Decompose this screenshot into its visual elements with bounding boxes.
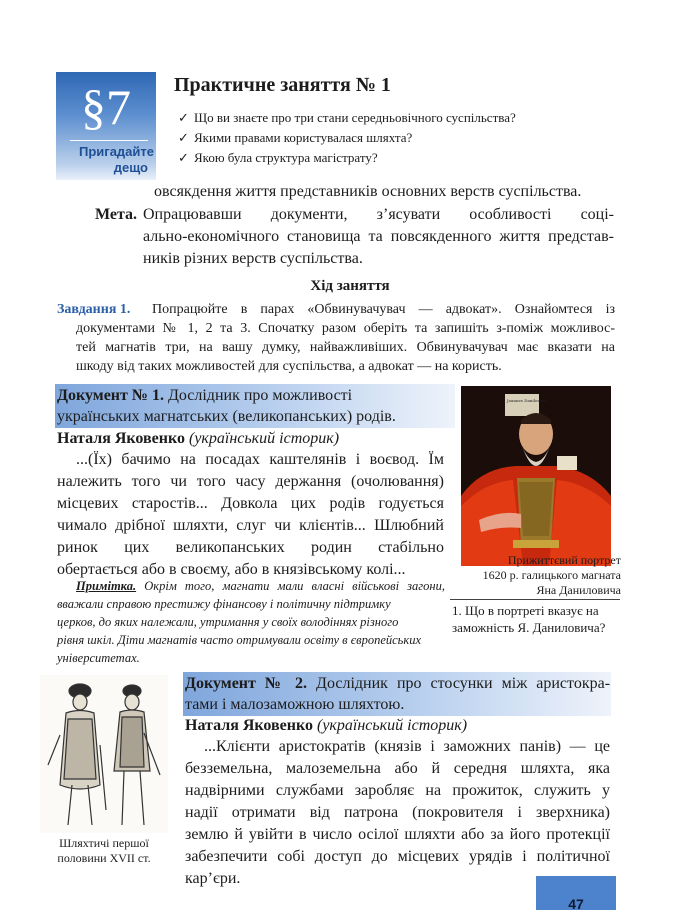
doc1-note-line-4: рівня шкіл. Діти магнатів часто отримували освіту в європейських	[57, 633, 422, 647]
checkmark-icon: ✓	[178, 130, 189, 145]
doc1-title: Документ № 1. Дослідник про можливості	[57, 387, 353, 404]
doc1-title-2: українських магнатських (великопанських) родів.	[57, 408, 396, 425]
doc2-line-3: надвірними службами заробляє на прожиток, служить у	[185, 782, 610, 799]
doc1-line-2: належить того чи того часу держання (очолювання)	[57, 473, 444, 490]
question-2: ✓ Якими правами користувалася шляхта?	[178, 130, 413, 145]
doc2-author: Наталя Яковенко (український історик)	[185, 717, 468, 734]
page-title: Практичне заняття № 1	[174, 74, 391, 96]
doc1-author: Наталя Яковенко (український історик)	[57, 430, 340, 447]
figures-caption: Шляхтичі першої половини XVII ст.	[57, 836, 151, 865]
doc1-note-line-1: Примітка. Окрім того, магнати мали власні військові загони,	[76, 579, 446, 593]
recall-label-2: дещо	[113, 160, 148, 175]
task-line-3: тей магнатів три, на вашу думку, найважливіших. Обвинувачувач має вказати на	[76, 340, 615, 355]
checkmark-icon: ✓	[178, 110, 189, 125]
doc1-line-3: місцевих старостів... Довкола цих родів годується	[57, 495, 444, 512]
task-line-2: документами № 1, 2 та 3. Спочатку разом оберіть та запишіть з-поміж можливос-	[76, 321, 615, 336]
question-1: ✓ Що ви знаєте про три стани середньовічного суспільства?	[178, 110, 516, 125]
doc2-title: Документ № 2. Дослідник про стосунки між аристокра-	[185, 675, 611, 692]
doc2-title-2: тами і малозаможною шляхтою.	[185, 696, 405, 713]
doc2-line-1: ...Клієнти аристократів (князів і заможних панів) — це	[204, 738, 610, 755]
doc1-line-5: ринок цих великопанських родин стабільно	[57, 539, 444, 556]
portrait-inscription: Joannes Danilowicz	[507, 398, 547, 403]
goal-line-2: ально-економічного становища та повсякденного життя представ-	[143, 228, 614, 245]
page-number: 47	[568, 896, 584, 910]
question-3: ✓ Якою була структура магістрату?	[178, 150, 378, 165]
doc1-line-6: обертається або в своєму, або в князівському колі...	[57, 561, 406, 578]
portrait-question: 1. Що в портреті вказує на заможність Я. Даниловича?	[452, 603, 606, 635]
doc2-line-5: землю й увійти в число осілої шляхти або за його протекції	[185, 826, 610, 843]
theme-text: овсякдення життя представників основних верств суспільства.	[154, 183, 582, 200]
section-badge	[56, 72, 156, 180]
course-heading: Хід заняття	[310, 278, 390, 294]
task-label: Завдання 1.	[57, 302, 131, 317]
nobles-illustration	[40, 675, 168, 833]
doc2-line-7: кар’єри.	[185, 870, 241, 887]
portrait-image	[461, 386, 611, 566]
goal-label: Мета.	[95, 206, 138, 223]
goal-line-1: Опрацювавши документи, з’ясувати особливості соці-	[143, 206, 614, 223]
checkmark-icon: ✓	[178, 150, 189, 165]
portrait-caption: Прижиттєвий портрет 1620 р. галицького магната Яна Даниловича	[482, 553, 621, 597]
task-line-1: Попрацюйте в парах «Обвинувачувач — адвокат». Ознайомтеся із	[152, 302, 615, 317]
doc2-line-6: забезпечити собі доступ до місцевих урядів і політичної	[185, 848, 610, 865]
recall-label: Пригадайте	[79, 144, 154, 159]
doc1-note-line-3: церков, до яких належали, утримання у своїх володіннях різного	[57, 615, 399, 629]
goal-line-3: ників різних верств суспільства.	[143, 250, 363, 267]
doc1-note-line-5: університетах.	[57, 651, 140, 665]
doc1-line-4: чимало дрібної шляхти, слуг чи клієнтів... Шлюбний	[57, 517, 444, 534]
section-number: §7	[81, 79, 131, 135]
badge-divider	[70, 140, 148, 141]
question-divider	[450, 599, 620, 600]
doc1-line-1: ...(Їх) бачимо на посадах каштелянів і воєвод. Їм	[76, 451, 444, 468]
doc2-line-2: безземельна, малоземельна або й середня шляхта, яка	[185, 760, 610, 777]
doc1-note-line-2: вважали справою престижу фінансову і політичну підтримку	[57, 597, 391, 611]
doc2-line-4: надії отримати від патрона (покровителя і зверхника)	[185, 804, 610, 821]
task-line-4: шкоду від таких можливостей для суспільства, а адвокат — на користь.	[76, 359, 502, 374]
